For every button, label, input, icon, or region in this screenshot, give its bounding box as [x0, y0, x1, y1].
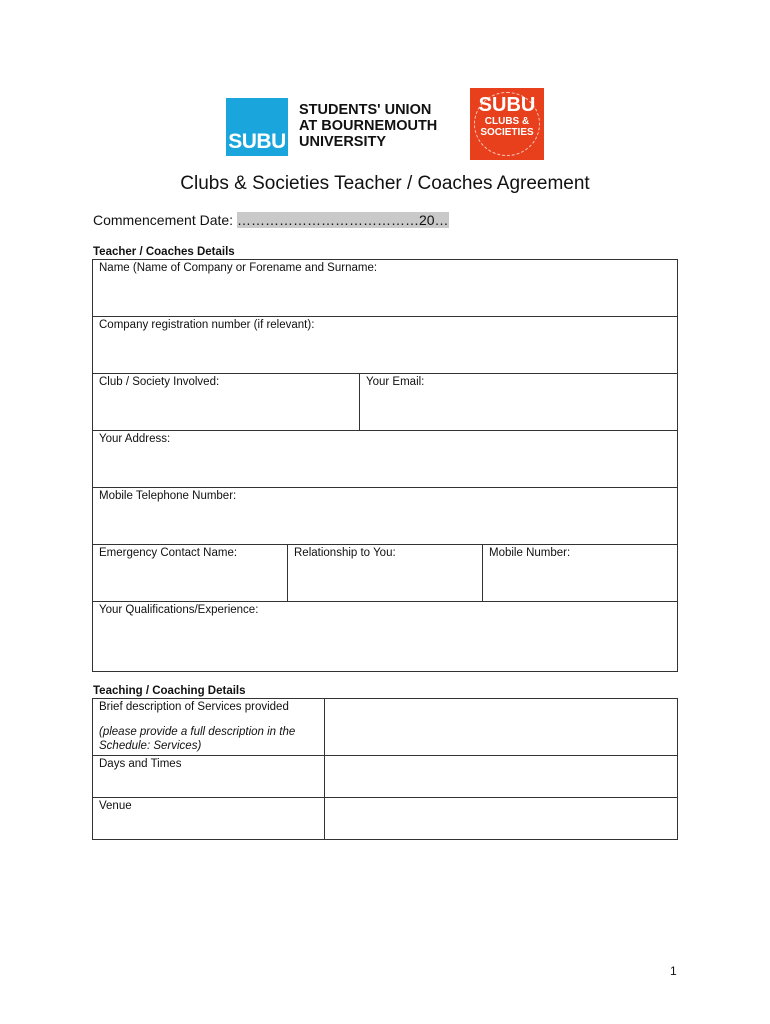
- emergency-contact-name-field[interactable]: Emergency Contact Name:: [93, 545, 288, 602]
- commencement-label: Commencement Date:: [93, 212, 237, 228]
- qualifications-field[interactable]: Your Qualifications/Experience:: [93, 602, 678, 672]
- address-field[interactable]: Your Address:: [93, 431, 678, 488]
- days-times-label: Days and Times: [93, 756, 325, 798]
- club-society-field[interactable]: Club / Society Involved:: [93, 374, 360, 431]
- logo-area: [226, 86, 556, 160]
- subu-logo: SUBU: [226, 98, 288, 156]
- teacher-section-heading: Teacher / Coaches Details: [93, 246, 235, 258]
- page-number: 1: [670, 964, 677, 978]
- union-line-2: AT BOURNEMOUTH: [299, 118, 438, 134]
- relationship-field[interactable]: Relationship to You:: [288, 545, 483, 602]
- name-field[interactable]: Name (Name of Company or Forename and Surname:: [93, 260, 678, 317]
- commencement-date: [93, 212, 449, 228]
- emergency-mobile-field[interactable]: Mobile Number:: [483, 545, 678, 602]
- company-reg-field[interactable]: Company registration number (if relevant):: [93, 317, 678, 374]
- services-label-cell: [93, 699, 325, 756]
- teaching-details-table: [92, 698, 678, 840]
- document-title: Clubs & Societies Teacher / Coaches Agreement: [180, 173, 590, 194]
- services-label: Brief description of Services provided: [99, 701, 289, 713]
- email-field[interactable]: Your Email:: [360, 374, 678, 431]
- days-times-input[interactable]: [325, 756, 678, 798]
- union-line-3: UNIVERSITY: [299, 134, 387, 150]
- venue-input[interactable]: [325, 798, 678, 840]
- teaching-section-heading: Teaching / Coaching Details: [93, 685, 246, 697]
- logo-ring-decoration: [474, 92, 540, 156]
- services-input[interactable]: [325, 699, 678, 756]
- services-note: (please provide a full description in the Schedule: Services): [99, 726, 296, 752]
- union-name: [299, 102, 437, 150]
- clubs-societies-logo: [470, 88, 544, 160]
- venue-label: Venue: [93, 798, 325, 840]
- clubs-logo-bottom: SOCIETIES: [480, 127, 534, 138]
- union-line-1: STUDENTS' UNION: [299, 102, 432, 118]
- teacher-details-table: [92, 259, 678, 672]
- clubs-logo-top: SUBU: [478, 94, 536, 116]
- mobile-telephone-field[interactable]: Mobile Telephone Number:: [93, 488, 678, 545]
- commencement-date-field[interactable]: …………………………………20…: [236, 212, 449, 228]
- clubs-logo-middle: CLUBS &: [484, 116, 530, 127]
